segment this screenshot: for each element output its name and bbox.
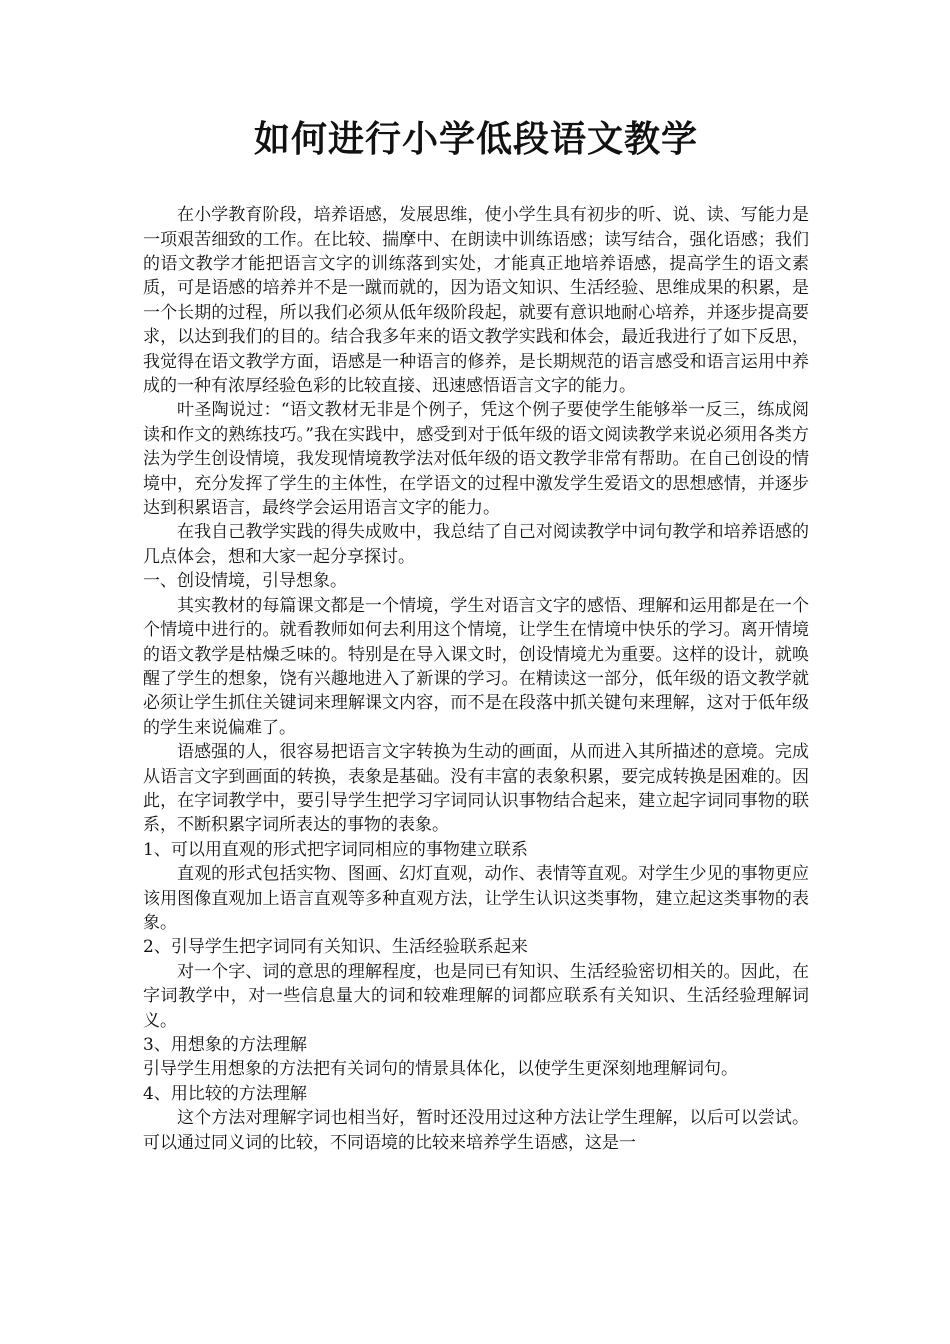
paragraph: 其实教材的每篇课文都是一个情境，学生对语言文字的感悟、理解和运用都是在一个个情境中进行的。就看教师如何去利用这个情境，让学生在情境中快乐的学习。离开情境的语文教学是枯燥乏味的。特别是在导入课文时，创设情境尤为重要。这样的设计，就唤醒了学生的想象，饶有兴趣地进入了新课的学习。在精读这一部分，低年级的语文教学就必须让学生抓住关键词来理解课文内容，而不是在段落中抓关键句来理解，这对于低年级的学生来说偏难了。 (143, 595, 809, 738)
paragraph: 这个方法对理解字词也相当好，暂时还没用过这种方法让学生理解，以后可以尝试。可以通过同义词的比较，不同语境的比较来培养学生语感，这是一 (143, 1108, 809, 1153)
paragraph: 对一个字、词的意思的理解程度，也是同已有知识、生活经验密切相关的。因此，在字词教学中，对一些信息量大的词和较难理解的词都应联系有关知识、生活经验理解词义。 (143, 961, 809, 1031)
paragraph: 在小学教育阶段，培养语感，发展思维，使小学生具有初步的听、说、读、写能力是一项艰苦细致的工作。在比较、揣摩中、在朗读中训练语感；读写结合，强化语感；我们的语文教学才能把语言文字的训练落到实处，才能真正地培养语感，提高学生的语文素质，可是语感的培养并不是一蹴而就的，因为语文知识、生活经验、思维成果的积累，是一个长期的过程，所以我们必须从低年级阶段起，就要有意识地耐心培养，并逐步提高要求，以达到我们的目的。结合我多年来的语文教学实践和体会，最近我进行了如下反思，我觉得在语文教学方面，语感是一种语言的修养，是长期规范的语言感受和语言运用中养成的一种有浓厚经验色彩的比较直接、迅速感悟语言文字的能力。 (143, 205, 809, 397)
document-title: 如何进行小学低段语文教学 (253, 119, 698, 160)
section-heading: 3、用想象的方法理解 (143, 1035, 307, 1055)
section-heading: 1、可以用直观的形式把字词同相应的事物建立联系 (143, 839, 528, 860)
paragraph: 语感强的人，很容易把语言文字转换为生动的画面，从而进入其所描述的意境。完成从语言文字到画面的转换，表象是基础。没有丰富的表象积累，要完成转换是困难的。因此，在字词教学中，要引导学生把学习字词同认识事物结合起来，建立起字词同事物的联系，不断积累字词所表达的事物的表象。 (143, 742, 809, 836)
section-heading: 2、引导学生把字词同有关知识、生活经验联系起来 (143, 937, 528, 958)
document-page (143, 118, 809, 1155)
document-body (143, 203, 809, 1155)
paragraph: 叶圣陶说过：“语文教材无非是个例子，凭这个例子要使学生能够举一反三，练成阅读和作文的熟练技巧。”我在实践中，感受到对于低年级的语文阅读教学来说必须用各类方法为学生创设情境，我发现情境教学法对低年级的语文教学非常有帮助。在自己创设的情境中，充分发挥了学生的主体性，在学语文的过程中激发学生爱语文的思想感情，并逐步达到积累语言，最终学会运用语言文字的能力。 (143, 400, 809, 519)
section-heading: 4、用比较的方法理解 (143, 1083, 307, 1104)
paragraph: 直观的形式包括实物、图画、幻灯直观，动作、表情等直观。对学生少见的事物更应该用图像直观加上语言直观等多种直观方法，让学生认识这类事物，建立起这类事物的表象。 (143, 864, 809, 933)
paragraph: 引导学生用想象的方法把有关词句的情景具体化，以使学生更深刻地理解词句。 (143, 1059, 738, 1080)
section-heading: 一、创设情境，引导想象。 (143, 571, 347, 592)
paragraph: 在我自己教学实践的得失成败中，我总结了自己对阅读教学中词句教学和培养语感的几点体会，想和大家一起分享探讨。 (143, 522, 809, 567)
